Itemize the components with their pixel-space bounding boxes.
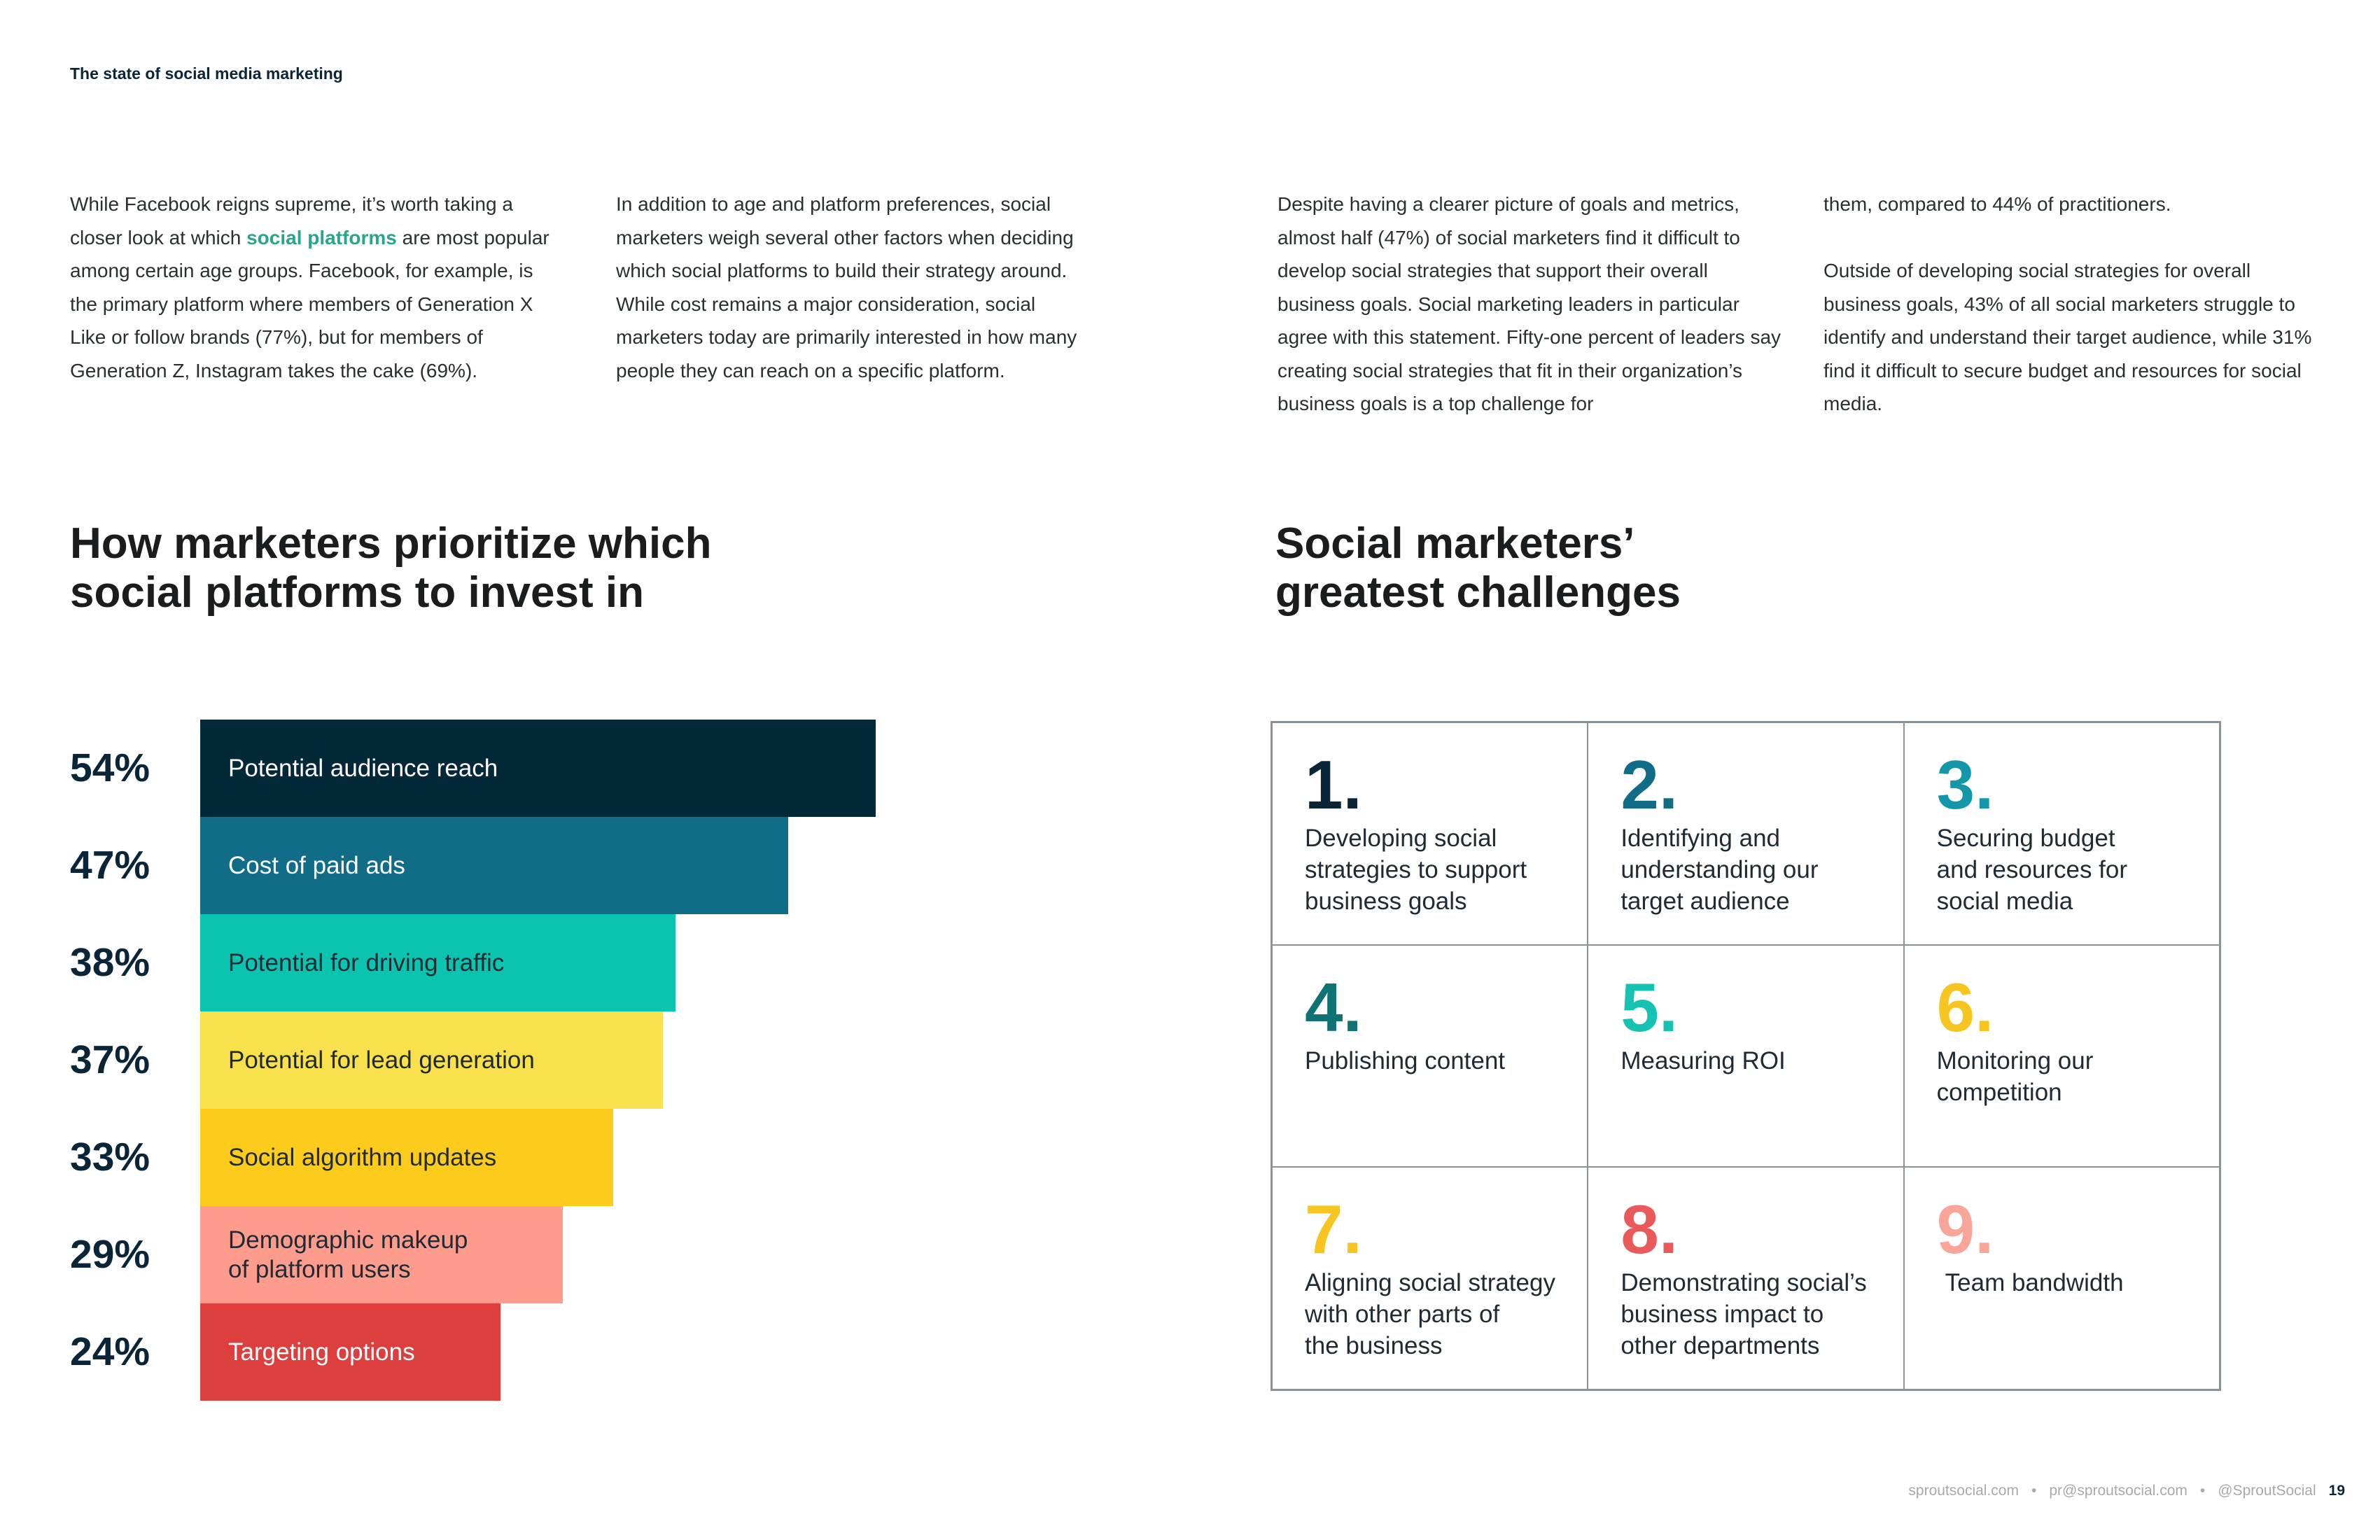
challenge-text: Securing budget and resources for social media xyxy=(1936,825,2128,915)
footer-handle[interactable]: @SproutSocial xyxy=(2218,1483,2316,1499)
bar xyxy=(200,1303,500,1401)
challenge-cell xyxy=(1904,945,2220,1168)
footer-site[interactable]: sproutsocial.com xyxy=(1908,1483,2019,1499)
bar-value-label: 24% xyxy=(70,1329,150,1374)
challenge-cell xyxy=(1588,945,1903,1168)
challenge-cell xyxy=(1904,1167,2220,1390)
bar-category-label: Social algorithm updates xyxy=(228,1143,497,1171)
challenge-number: 1. xyxy=(1305,746,1362,823)
bar-value-label: 54% xyxy=(70,746,150,790)
bar-category-label: Potential for lead generation xyxy=(228,1046,535,1074)
intro-paragraph-1 xyxy=(70,188,560,387)
bar xyxy=(200,817,788,914)
challenge-text: Team bandwidth xyxy=(1945,1269,2124,1297)
challenges-grid xyxy=(1270,721,2221,1391)
challenge-cell xyxy=(1588,722,1903,945)
challenge-number: 6. xyxy=(1936,968,1994,1046)
challenge-number: 4. xyxy=(1305,968,1362,1046)
intro-paragraph-4 xyxy=(1823,188,2314,421)
challenge-number: 2. xyxy=(1620,746,1679,823)
challenge-cell xyxy=(1272,722,1588,945)
bar-value-label: 29% xyxy=(70,1232,150,1277)
footer-email[interactable]: pr@sproutsocial.com xyxy=(2049,1483,2188,1499)
challenge-text: Publishing content xyxy=(1305,1046,1506,1074)
bar xyxy=(200,1011,663,1109)
bar-value-label: 37% xyxy=(70,1037,150,1082)
bar-value-label: 38% xyxy=(70,940,150,985)
para3-text: Despite having a clearer picture of goals and metrics, almost half (47%) of social marketers find it difficult to develop social strategies that support their overall business goals. Social marketing leaders in particular agree with this statement. Fifty-one percent of leaders say creating social strategies that fit in their organization’s business goals is a top challenge for xyxy=(1278,193,1782,414)
bar xyxy=(200,914,676,1011)
bar xyxy=(200,720,876,817)
challenge-text: Measuring ROI xyxy=(1620,1046,1786,1074)
challenges-title-line1: Social marketers’ xyxy=(1275,519,1635,568)
challenge-cell xyxy=(1272,1167,1588,1390)
bar xyxy=(200,1109,613,1206)
challenge-text: Aligning social strategy with other parts of the business xyxy=(1305,1269,1555,1360)
page-header: The state of social media marketing xyxy=(70,64,343,83)
challenge-text: Identifying and understanding our target audience xyxy=(1620,825,1819,915)
bar-category-label: Potential for driving traffic xyxy=(228,948,505,976)
challenge-cell xyxy=(1904,722,2220,945)
chart-title-line2: social platforms to invest in xyxy=(70,568,644,617)
bar-category-label: Targeting options xyxy=(228,1338,415,1366)
intro-paragraph-2 xyxy=(616,188,1106,387)
bar-value-label: 33% xyxy=(70,1135,150,1180)
chart-title-line1: How marketers prioritize which xyxy=(70,519,712,568)
bar-category-label: Demographic makeup of platform users xyxy=(228,1226,468,1283)
challenge-number: 9. xyxy=(1936,1191,1994,1268)
para4-text-a: them, compared to 44% of practitioners. xyxy=(1823,193,2171,215)
page-number: 19 xyxy=(2328,1483,2345,1499)
challenge-text: Demonstrating social’s business impact to other departments xyxy=(1620,1269,1867,1360)
challenge-number: 8. xyxy=(1620,1191,1679,1268)
challenge-text: Developing social strategies to support business goals xyxy=(1305,825,1527,915)
challenge-number: 3. xyxy=(1936,746,1994,823)
challenge-number: 5. xyxy=(1620,968,1679,1046)
challenge-number: 7. xyxy=(1305,1191,1362,1268)
challenge-text: Monitoring our competition xyxy=(1936,1046,2094,1106)
footer xyxy=(1908,1483,2345,1499)
challenges-title xyxy=(1275,519,1681,617)
chart-title xyxy=(70,519,711,617)
bar-category-label: Potential audience reach xyxy=(228,754,498,782)
para4-text-b: Outside of developing social strategies for overall business goals, 43% of all social marketers struggle to identify and understand their target audience, while 31% find it difficult to secure budget and resources for social media. xyxy=(1823,260,2312,414)
challenge-cell xyxy=(1272,945,1588,1168)
bar-value-label: 47% xyxy=(70,843,150,888)
footer-separator-2: • xyxy=(2199,1483,2206,1499)
social-platforms-link[interactable]: social platforms xyxy=(246,226,397,248)
priority-bar-chart xyxy=(70,720,910,1392)
bar-category-label: Cost of paid ads xyxy=(228,851,405,879)
para1-text-b: are most popular among certain age groups. Facebook, for example, is the primary platform where members of Generation X Like or follow brands (77%), but for members of Generation Z, Instagram takes the cake (69%). xyxy=(70,226,550,382)
challenges-title-line2: greatest challenges xyxy=(1275,568,1681,617)
para1-text-a: While Facebook reigns supreme, it’s worth taking a closer look at which xyxy=(70,193,513,248)
intro-paragraph-3 xyxy=(1278,188,1782,421)
bar xyxy=(200,1206,563,1303)
challenge-cell xyxy=(1588,1167,1903,1390)
footer-separator-1: • xyxy=(2031,1483,2037,1499)
para2-text: In addition to age and platform preferences, social marketers weigh several other factors when deciding which social platforms to build their strategy around. While cost remains a major consideration, social marketers today are primarily interested in how many people they can reach on a specific platform. xyxy=(616,193,1077,382)
